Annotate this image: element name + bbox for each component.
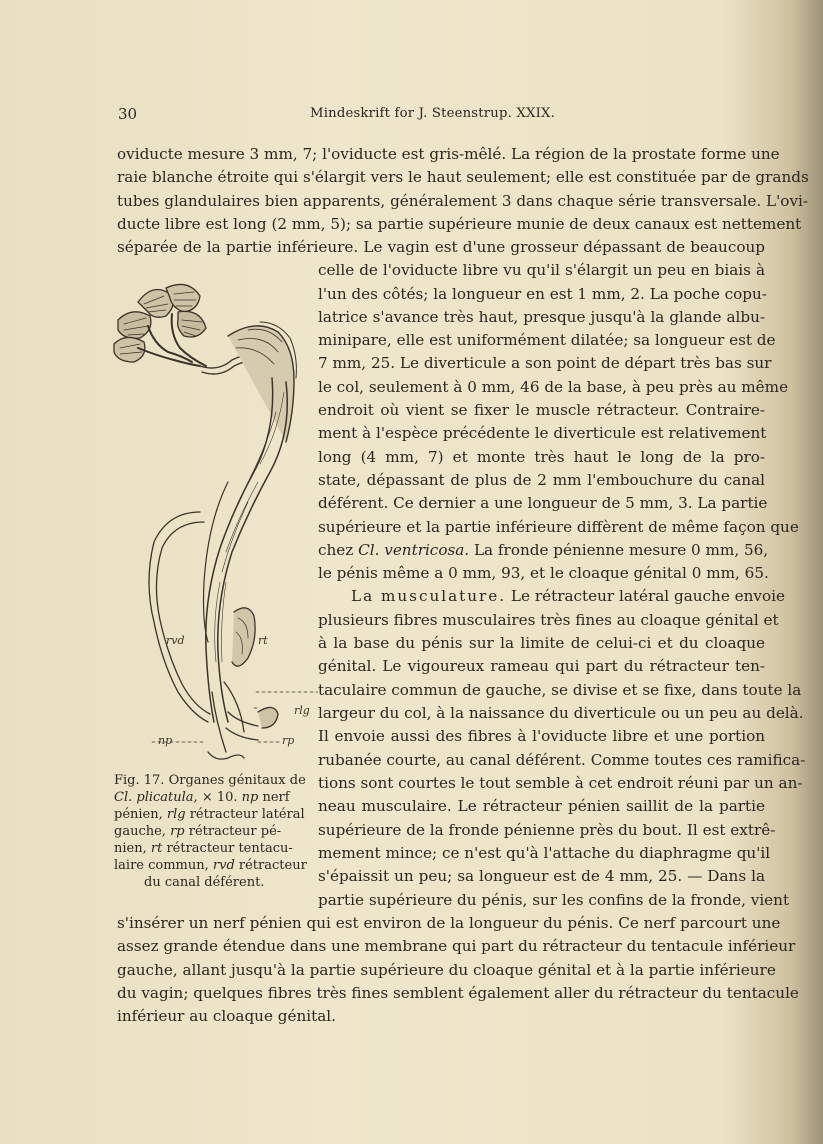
text-run: gauche,	[114, 824, 166, 839]
text-line	[351, 585, 785, 608]
text-line: endroit où vient se fixer le muscle rétracteur. Contraire-	[318, 401, 765, 419]
text-run: × 10.	[197, 790, 238, 805]
text-line: assez grande étendue dans une membrane qui part du rétracteur du tentacule inférieur	[117, 937, 796, 955]
genital-organs-drawing	[108, 282, 318, 772]
text-line: inférieur au cloaque génital.	[117, 1007, 336, 1025]
caption-line	[114, 840, 293, 857]
page-header	[118, 105, 578, 127]
text-run: nien,	[114, 841, 147, 856]
caption-line: Fig. 17. Organes génitaux de	[114, 773, 306, 788]
caption-line	[114, 806, 305, 823]
text-run: chez	[318, 541, 359, 559]
species-name: Cl. ventricosa.	[358, 541, 470, 559]
central-duct	[204, 378, 288, 722]
text-line: neau musculaire. Le rétracteur pénien saillit de la partie	[318, 797, 765, 815]
text-line: minipare, elle est uniformément dilatée; sa longueur est de	[318, 331, 776, 349]
abbr: rp	[165, 824, 185, 839]
section-heading: La musculature.	[351, 587, 507, 605]
figure-17	[108, 282, 318, 772]
oviduct	[200, 322, 296, 442]
text-line: tubes glandulaires bien apparents, généralement 3 dans chaque série transversale. L'ovi-	[117, 192, 809, 210]
caption-line	[114, 789, 290, 806]
species-name: Cl. plicatula,	[114, 790, 198, 805]
text-line: 7 mm, 25. Le diverticule a son point de départ très bas sur	[318, 354, 772, 372]
text-line: à la base du pénis sur la limite de celui-ci et du cloaque	[318, 634, 765, 652]
caption-line: du canal déférent.	[144, 875, 265, 890]
text-run: rétracteur tentacu-	[162, 841, 293, 856]
text-run: rétracteur	[234, 858, 307, 873]
page-number: 30	[118, 105, 138, 123]
text-line: s'épaissit un peu; sa longueur est de 4 mm, 25. — Dans la	[318, 867, 765, 885]
text-line: raie blanche étroite qui s'élargit vers le haut seulement; elle est constituée par de grands	[117, 168, 809, 186]
text-line: partie supérieure du pénis, sur les confins de la fronde, vient	[318, 891, 790, 909]
abbr: rlg	[162, 807, 186, 822]
label-np: np	[158, 734, 173, 747]
text-line: du vagin; quelques fibres très fines semblent également aller du rétracteur du tentacule	[117, 984, 799, 1002]
text-line: le pénis même a 0 mm, 93, et le cloaque génital 0 mm, 65.	[318, 564, 769, 582]
abbr: rt	[146, 841, 163, 856]
text-line: tions sont courtes le tout semble à cet endroit réuni par un an-	[318, 774, 803, 792]
text-line: l'un des côtés; la longueur en est 1 mm, 2. La poche copu-	[318, 285, 767, 303]
text-line	[318, 539, 768, 562]
abbr: rvd	[208, 858, 235, 873]
text-line: supérieure et la partie inférieure diffèrent de même façon que	[318, 518, 799, 536]
text-run: Le rétracteur latéral gauche envoie	[506, 587, 785, 605]
text-line: plusieurs fibres musculaires très fines au cloaque génital et	[318, 611, 779, 629]
label-rlg: rlg	[294, 704, 310, 717]
label-rvd: rvd	[166, 634, 185, 647]
text-line: supérieure de la fronde pénienne près du bout. Il est extrê-	[318, 821, 776, 839]
running-title: Mindeskrift for J. Steenstrup. XXIX.	[310, 106, 555, 121]
text-run: La fronde pénienne mesure 0 mm, 56,	[469, 541, 769, 559]
caption-line	[114, 823, 281, 840]
text-line: largeur du col, à la naissance du diverticule ou un peu au delà.	[318, 704, 804, 722]
text-line: séparée de la partie inférieure. Le vagin est d'une grosseur dépassant de beaucoup	[117, 238, 765, 256]
text-line: Il envoie aussi des fibres à l'oviducte libre et une portion	[318, 727, 765, 745]
text-line: gauche, allant jusqu'à la partie supérieure du cloaque génital et à la partie inférieure	[117, 961, 776, 979]
text-run: nerf	[258, 790, 290, 805]
text-line: génital. Le vigoureux rameau qui part du rétracteur ten-	[318, 657, 765, 675]
text-run: rétracteur latéral	[185, 807, 305, 822]
text-line: latrice s'avance très haut, presque jusqu'à la glande albu-	[318, 308, 765, 326]
text-line: le col, seulement à 0 mm, 46 de la base, à peu près au même	[318, 378, 789, 396]
caption-line	[114, 857, 307, 874]
abbr: np	[237, 790, 259, 805]
text-line: déférent. Ce dernier a une longueur de 5 mm, 3. La partie	[318, 494, 768, 512]
text-line: long (4 mm, 7) et monte très haut le long de la pro-	[318, 448, 765, 466]
text-line: state, dépassant de plus de 2 mm l'embouchure du canal	[318, 471, 765, 489]
text-line: rubanée courte, au canal déférent. Comme toutes ces ramifica-	[318, 751, 806, 769]
text-line: ment à l'espèce précédente le diverticule est relativement	[318, 424, 767, 442]
text-line: oviducte mesure 3 mm, 7; l'oviducte est gris-mêlé. La région de la prostate forme une	[117, 145, 780, 163]
text-line: celle de l'oviducte libre vu qu'il s'élargit un peu en biais à	[318, 261, 765, 279]
text-run: pénien,	[114, 807, 163, 822]
text-line: ducte libre est long (2 mm, 5); sa partie supérieure munie de deux canaux est nettement	[117, 215, 802, 233]
gland-lobes	[114, 284, 206, 366]
text-run: rétracteur pé-	[184, 824, 282, 839]
text-line: taculaire commun de gauche, se divise et se fixe, dans toute la	[318, 681, 802, 699]
text-line: s'insérer un nerf pénien qui est environ de la longueur du pénis. Ce nerf parcourt une	[117, 914, 781, 932]
text-run: laire commun,	[114, 858, 209, 873]
vas-deferens	[149, 512, 210, 722]
label-rt: rt	[258, 634, 268, 647]
label-rp: rp	[282, 734, 295, 747]
text-line: mement mince; ce n'est qu'à l'attache du diaphragme qu'il	[318, 844, 771, 862]
